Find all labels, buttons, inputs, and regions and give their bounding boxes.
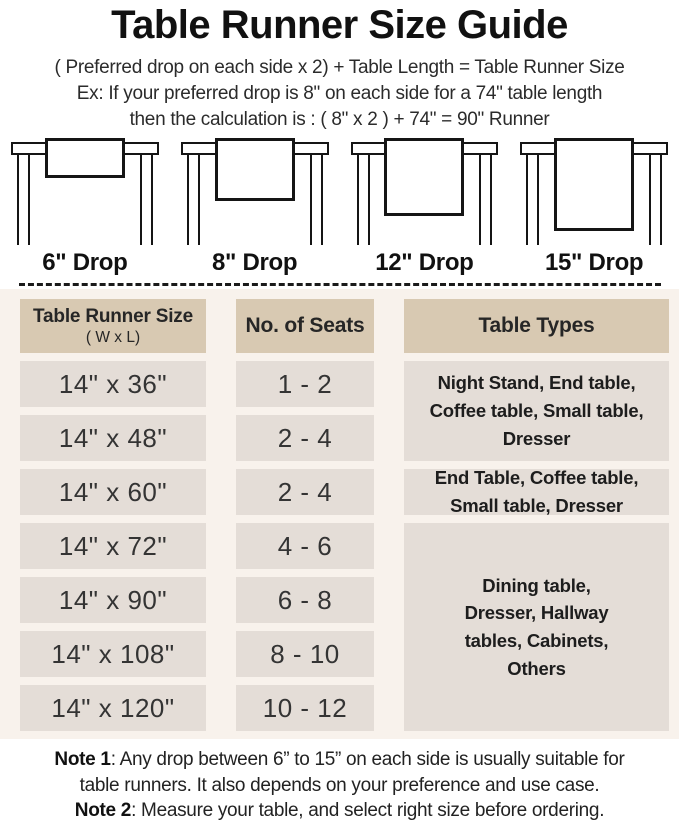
table-types-group-small-tables: Night Stand, End table, Coffee table, Small table, Dresser bbox=[404, 361, 669, 461]
table-types-group-large-tables: Dining table, Dresser, Hallway tables, Cabinets, Others bbox=[404, 523, 669, 731]
guide-header bbox=[0, 0, 679, 131]
drop-label: 12" Drop bbox=[375, 249, 474, 276]
table-leg-left bbox=[357, 153, 370, 245]
notes bbox=[0, 739, 679, 824]
table-drawing bbox=[340, 137, 510, 245]
table-runner bbox=[215, 138, 295, 201]
table-illustration-8in-drop bbox=[170, 137, 340, 277]
table-illustration-12in-drop bbox=[340, 137, 510, 277]
note-1-line-2: table runners. It also depends on your preference and use case. bbox=[79, 774, 600, 796]
table-leg-right bbox=[479, 153, 492, 245]
drop-label: 15" Drop bbox=[544, 249, 644, 276]
table-leg-left bbox=[17, 153, 30, 245]
seats-cell: 8 - 10 bbox=[236, 631, 374, 677]
drop-label: 6" Drop bbox=[42, 249, 128, 276]
note-2-label: Note 2 bbox=[74, 800, 132, 822]
note-1-line-1: Note 1: Any drop between 6” to 15” on each side is usually suitable for bbox=[54, 749, 625, 770]
seats-cell: 6 - 8 bbox=[236, 577, 374, 623]
table-illustration-15in-drop bbox=[509, 137, 679, 277]
size-table-section bbox=[0, 289, 679, 739]
seats-cell: 2 - 4 bbox=[236, 415, 374, 461]
drop-label: 8" Drop bbox=[211, 249, 298, 276]
runner-size-header-subtitle: ( W x L) bbox=[85, 328, 141, 346]
table-runner bbox=[45, 138, 125, 178]
seats-cell: 1 - 2 bbox=[236, 361, 374, 407]
table-leg-right bbox=[649, 153, 662, 245]
table-drawing bbox=[509, 137, 679, 245]
page-title: Table Runner Size Guide bbox=[111, 3, 568, 47]
runner-size-cell: 14" x 120" bbox=[20, 685, 206, 731]
column-header-seats: No. of Seats bbox=[236, 299, 374, 353]
runner-size-cell: 14" x 36" bbox=[20, 361, 206, 407]
runner-size-cell: 14" x 48" bbox=[20, 415, 206, 461]
runner-size-header-title: Table Runner Size bbox=[33, 305, 193, 327]
table-runner bbox=[384, 138, 464, 216]
table-illustration-6in-drop bbox=[0, 137, 170, 277]
table-drawing bbox=[0, 137, 170, 245]
table-leg-right bbox=[140, 153, 153, 245]
column-header-runner-size bbox=[20, 299, 206, 353]
table-leg-left bbox=[187, 153, 200, 245]
note-1-label: Note 1 bbox=[54, 749, 111, 770]
runner-size-cell: 14" x 60" bbox=[20, 469, 206, 515]
drop-illustrations bbox=[0, 137, 679, 277]
column-header-types: Table Types bbox=[404, 299, 669, 353]
table-runner bbox=[554, 138, 634, 231]
table-leg-right bbox=[310, 153, 323, 245]
example-line-2: then the calculation is : ( 8" x 2 ) + 74" = 90" Runner bbox=[129, 109, 550, 130]
table-drawing bbox=[170, 137, 340, 245]
runner-size-cell: 14" x 90" bbox=[20, 577, 206, 623]
note-2-line: Note 2: Measure your table, and select right size before ordering. bbox=[74, 800, 605, 822]
example-line-1: Ex: If your preferred drop is 8" on each side for a 74" table length bbox=[76, 83, 603, 104]
table-leg-left bbox=[526, 153, 539, 245]
runner-size-cell: 14" x 72" bbox=[20, 523, 206, 569]
seats-cell: 10 - 12 bbox=[236, 685, 374, 731]
runner-size-cell: 14" x 108" bbox=[20, 631, 206, 677]
table-types-group-medium-tables: End Table, Coffee table, Small table, Dresser bbox=[404, 469, 669, 515]
formula-text: ( Preferred drop on each side x 2) + Table Length = Table Runner Size bbox=[54, 57, 625, 78]
size-table bbox=[0, 289, 679, 739]
seats-cell: 2 - 4 bbox=[236, 469, 374, 515]
seats-cell: 4 - 6 bbox=[236, 523, 374, 569]
dashed-divider bbox=[19, 283, 661, 286]
